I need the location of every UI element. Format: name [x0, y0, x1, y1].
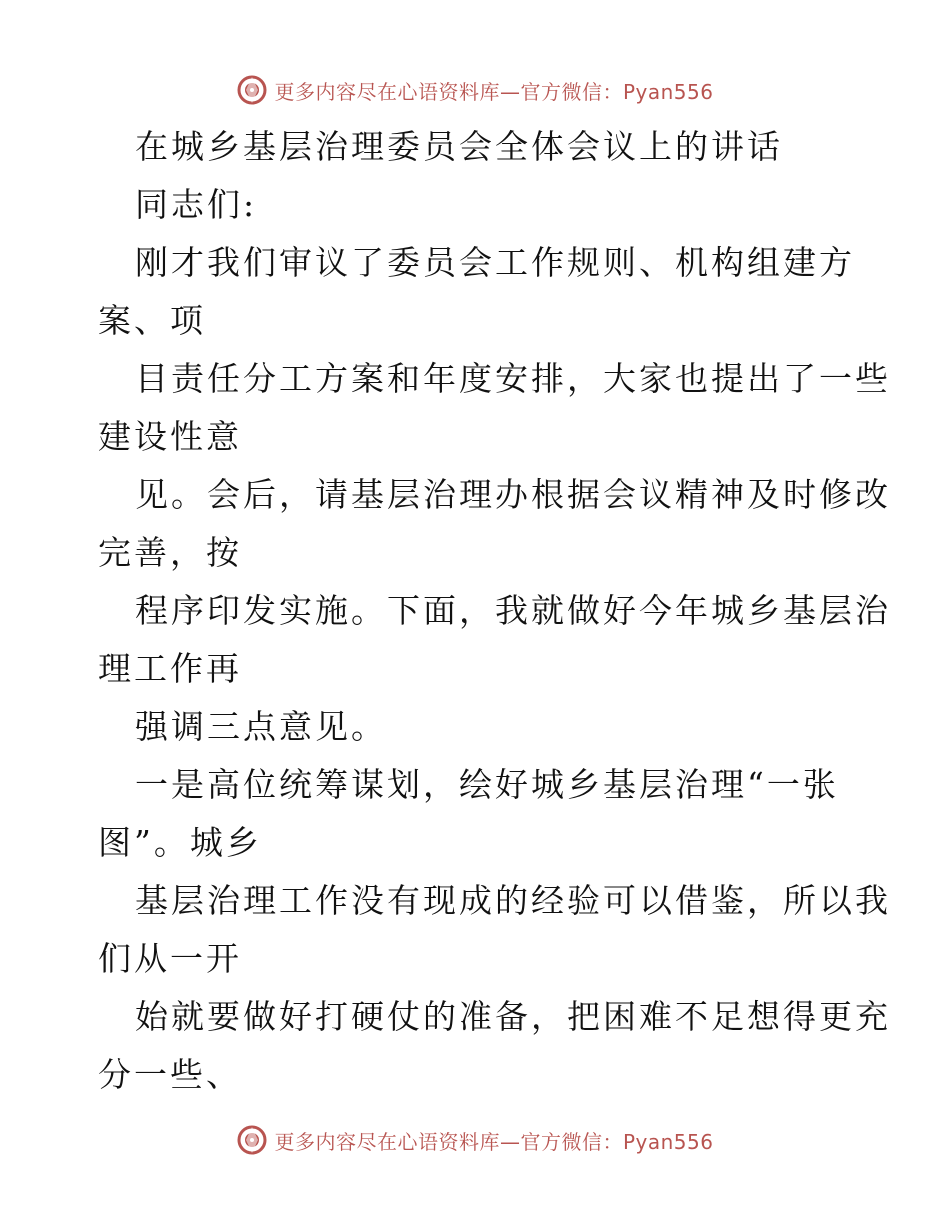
- footer-watermark: [0, 1120, 950, 1160]
- text-line: 程序印发实施。下面，我就做好今年城乡基层治: [135, 591, 891, 630]
- text-line: 刚才我们审议了委员会工作规则、机构组建方: [135, 243, 855, 282]
- text-line: 一是高位统筹谋划，绘好城乡基层治理“一张: [135, 765, 839, 804]
- text-line: 图”。城乡: [98, 823, 262, 862]
- text-line: 始就要做好打硬仗的准备，把困难不足想得更充: [135, 997, 891, 1036]
- text-line: 分一些、: [98, 1055, 242, 1094]
- header-watermark: [0, 70, 950, 110]
- text-line: 完善，按: [98, 533, 242, 572]
- watermark-text: 更多内容尽在心语资料库—官方微信：Pyan556: [274, 1129, 714, 1154]
- text-line: 在城乡基层治理委员会全体会议上的讲话: [135, 127, 783, 166]
- text-line: 建设性意: [98, 417, 242, 456]
- pen-nib-icon: [236, 74, 268, 106]
- text-line: 强调三点意见。: [135, 707, 387, 746]
- text-line: 同志们:: [135, 185, 258, 224]
- text-line: 见。会后，请基层治理办根据会议精神及时修改: [135, 475, 891, 514]
- watermark-text: 更多内容尽在心语资料库—官方微信：Pyan556: [274, 79, 714, 104]
- text-line: 案、项: [98, 301, 206, 340]
- document-body: [0, 118, 950, 1104]
- text-line: 目责任分工方案和年度安排，大家也提出了一些: [135, 359, 891, 398]
- pen-nib-icon: [236, 1124, 268, 1156]
- text-line: 们从一开: [98, 939, 242, 978]
- text-line: 基层治理工作没有现成的经验可以借鉴，所以我: [135, 881, 891, 920]
- text-line: 理工作再: [98, 649, 242, 688]
